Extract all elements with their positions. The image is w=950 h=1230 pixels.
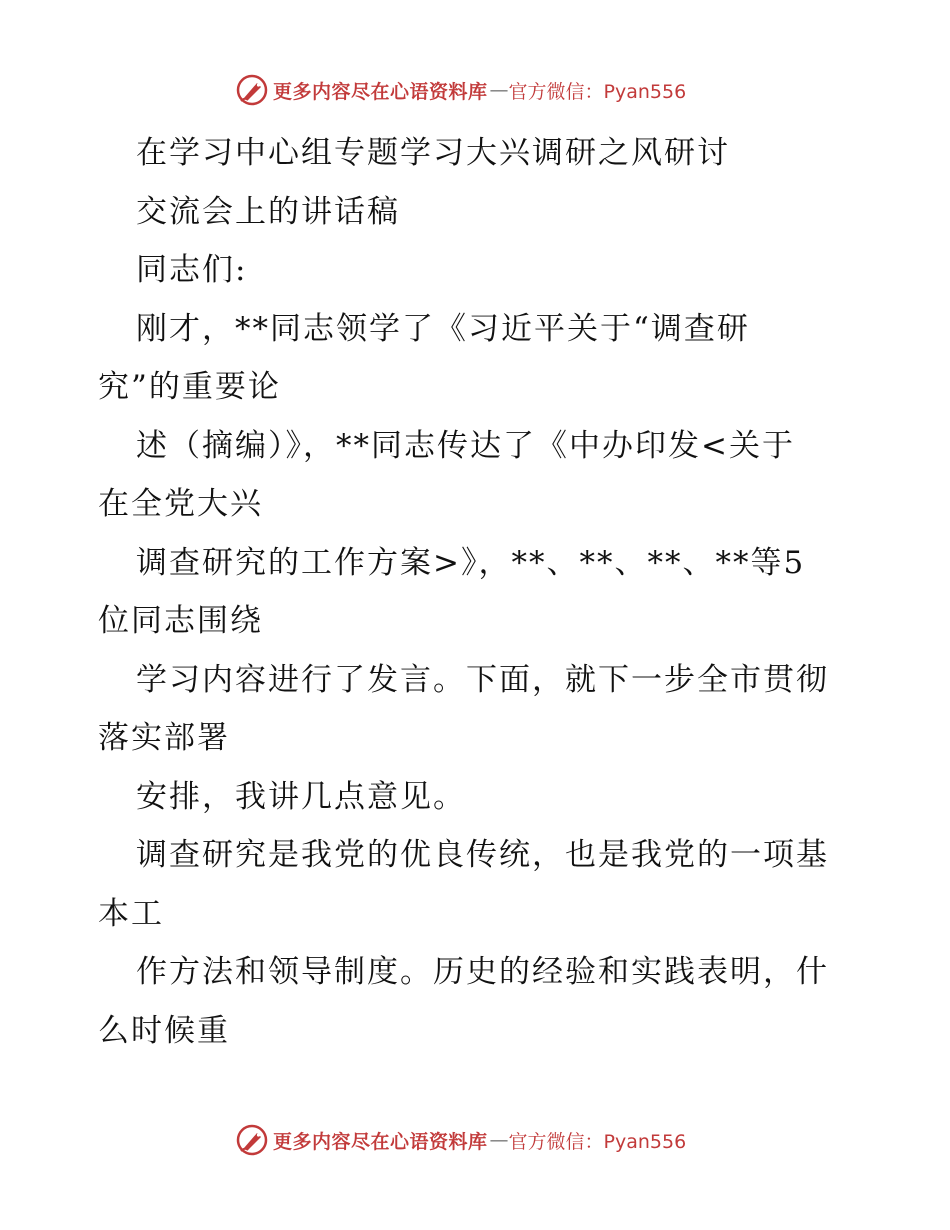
document-line: 在学习中心组专题学习大兴调研之风研讨	[136, 135, 730, 171]
document-line: 落实部署	[98, 720, 230, 756]
banner-contact: 官方微信：Pyan556	[508, 80, 687, 103]
banner-text: 更多内容尽在心语资料库	[273, 1130, 488, 1153]
document-line: 究”的重要论	[98, 369, 281, 405]
document-line: 学习内容进行了发言。下面，就下一步全市贯彻	[136, 661, 829, 698]
document-line: 么时候重	[98, 1012, 230, 1049]
document-line: 述（摘编）》，**同志传达了《中办印发<关于	[136, 427, 795, 464]
document-line: 位同志围绕	[98, 603, 263, 639]
document-body	[98, 124, 858, 1060]
banner-separator: —	[489, 79, 509, 101]
document-line: 交流会上的讲话稿	[136, 193, 400, 230]
document-line: 本工	[98, 895, 164, 932]
pen-nib-logo-icon	[235, 1123, 269, 1157]
banner-text: 更多内容尽在心语资料库	[273, 80, 488, 103]
document-line: 调查研究是我党的优良传统，也是我党的一项基	[136, 837, 829, 873]
document-line: 同志们:	[136, 252, 248, 288]
document-line: 调查研究的工作方案>》，**、**、**、**等5	[136, 544, 806, 581]
header-watermark-banner	[235, 72, 686, 108]
document-line: 刚才，**同志领学了《习近平关于“调查研	[136, 310, 750, 347]
document-line: 作方法和领导制度。历史的经验和实践表明，什	[136, 954, 829, 990]
banner-contact: 官方微信：Pyan556	[508, 1130, 687, 1153]
banner-separator: —	[489, 1129, 509, 1151]
pen-nib-logo-icon	[235, 73, 269, 107]
footer-watermark-banner	[235, 1122, 686, 1158]
document-line: 在全党大兴	[98, 486, 263, 522]
document-line: 安排，我讲几点意见。	[136, 778, 466, 815]
